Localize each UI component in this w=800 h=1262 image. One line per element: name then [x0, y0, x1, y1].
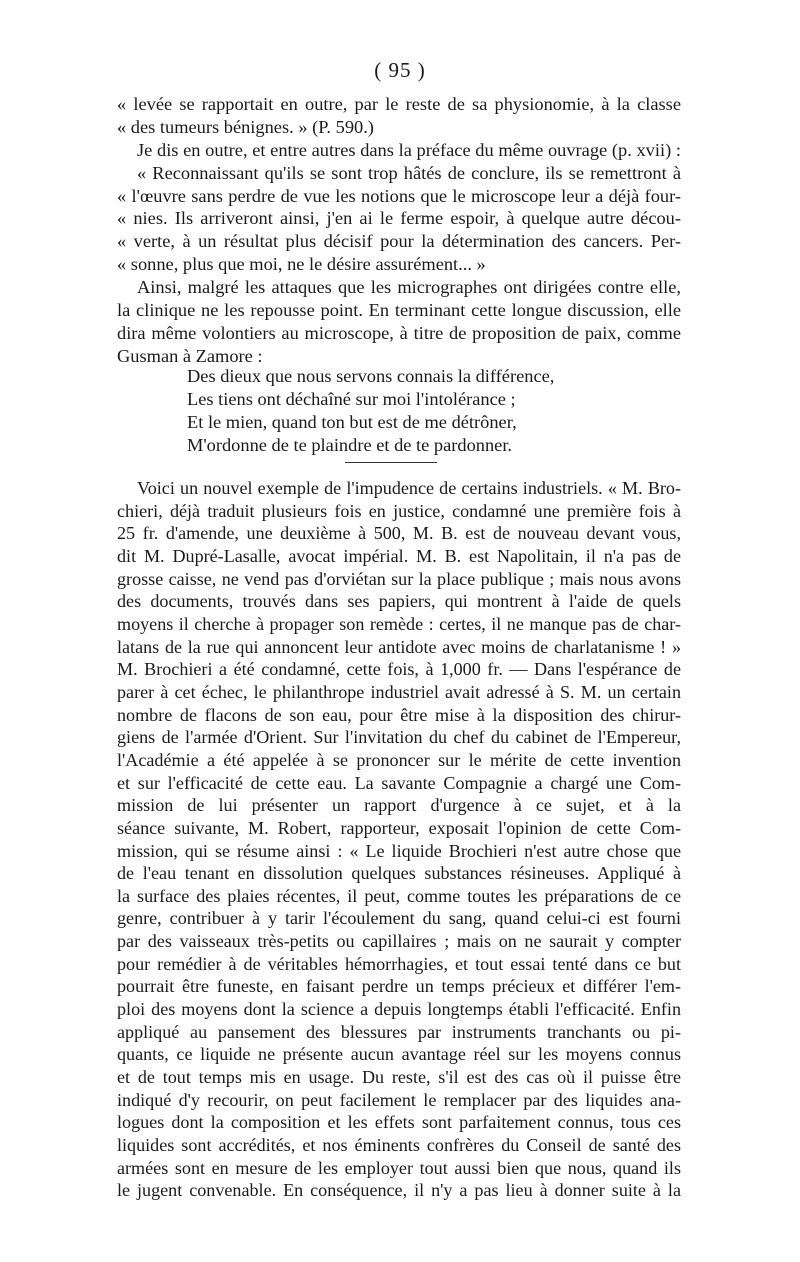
text-line: par des vaisseaux très-petits ou capillaires ; mais on ne saurait y compter: [117, 931, 681, 952]
text-line: dira même volontiers au microscope, à titre de proposition de paix, comme: [117, 322, 681, 343]
text-line: « nies. Ils arriveront ainsi, j'en ai le ferme espoir, à quelque autre décou-: [117, 208, 681, 229]
text-line: l'Académie a été appelée à se prononcer sur le mérite de cette invention: [117, 749, 681, 770]
text-line: M. Brochieri a été condamné, cette fois, à 1,000 fr. — Dans l'espérance de: [117, 659, 681, 680]
text-line: mission, qui se résume ainsi : « Le liquide Brochieri n'est autre chose que: [117, 840, 681, 861]
text-line: latans de la rue qui annoncent leur antidote avec moins de charlatanisme ! »: [117, 636, 681, 657]
text-line: « verte, à un résultat plus décisif pour la détermination des cancers. Per-: [117, 231, 681, 252]
text-line: la clinique ne les repousse point. En terminant cette longue discussion, elle: [117, 300, 681, 321]
verse-line: Et le mien, quand ton but est de me détrôner,: [187, 411, 517, 432]
text-line: dit M. Dupré-Lasalle, avocat impérial. M. B. est Napolitain, il n'a pas de: [117, 545, 681, 566]
verse-line: Les tiens ont déchaîné sur moi l'intolérance ;: [187, 388, 516, 409]
text-line: « levée se rapportait en outre, par le reste de sa physionomie, à la classe: [117, 94, 681, 114]
text-line: « Reconnaissant qu'ils se sont trop hâtés de conclure, ils se remettront à: [137, 162, 681, 183]
text-line: Ainsi, malgré les attaques que les micrographes ont dirigées contre elle,: [137, 277, 681, 298]
verse-quotation: [187, 365, 607, 457]
text-line: quants, ce liquide ne présente aucun avantage réel sur les moyens connus: [117, 1044, 681, 1065]
verse-line: Des dieux que nous servons connais la différence,: [187, 366, 555, 386]
text-line: séance suivante, M. Robert, rapporteur, exposait l'opinion de cette Com-: [117, 817, 681, 838]
text-line: giens de l'armée d'Orient. Sur l'invitation du chef du cabinet de l'Empereur,: [117, 727, 681, 748]
verse-line: M'ordonne de te plaindre et de te pardonner.: [187, 434, 513, 455]
text-line: Gusman à Zamore :: [117, 345, 263, 366]
text-line: de l'eau tenant en dissolution quelques substances résineuses. Appliqué à: [117, 863, 681, 884]
text-line: ploi des moyens dont la science a depuis longtemps établi l'efficacité. Enfin: [117, 999, 681, 1020]
text-line: grosse caisse, ne vend pas d'orviétan sur la place publique ; mais nous avons: [117, 568, 681, 589]
text-line: appliqué au pansement des blessures par instruments tranchants ou pi-: [117, 1021, 681, 1042]
text-line: parer à cet échec, le philanthrope industriel avait adressé à S. M. un certain: [117, 681, 681, 702]
text-line: mission de lui présenter un rapport d'urgence à ce sujet, et à la: [117, 795, 681, 816]
page-number: ( 95 ): [374, 58, 426, 82]
text-line: Voici un nouvel exemple de l'impudence de certains industriels. « M. Bro-: [137, 478, 681, 498]
text-line: et sur l'efficacité de cette eau. La savante Compagnie a chargé une Com-: [117, 772, 681, 793]
text-line: logues dont la composition et les effets sont parfaitement connus, tous ces: [117, 1112, 681, 1133]
text-line: armées sont en mesure de les employer tout aussi bien que nous, quand ils: [117, 1157, 681, 1178]
text-line: pourrait être funeste, en faisant perdre un temps précieux et différer l'em-: [117, 976, 681, 997]
brochieri-paragraph: [117, 477, 681, 1202]
text-line: nombre de flacons de son eau, pour être mise à la disposition des chirur-: [117, 704, 681, 725]
text-line: 25 fr. d'amende, une deuxième à 500, M. B. est de nouveau devant vous,: [117, 523, 681, 544]
text-line: « des tumeurs bénignes. » (P. 590.): [117, 116, 374, 137]
text-line: Je dis en outre, et entre autres dans la préface du même ouvrage (p. xvii) :: [137, 139, 681, 160]
text-line: le jugent convenable. En conséquence, il n'y a pas lieu à donner suite à la: [117, 1180, 681, 1201]
text-line: « l'œuvre sans perdre de vue les notions que le microscope leur a déjà four-: [117, 185, 681, 206]
text-line: genre, contribuer à y tarir l'écoulement du sang, quand celui-ci est fourni: [117, 908, 681, 929]
text-line: liquides sont accrédités, et nos éminents confrères du Conseil de santé des: [117, 1135, 681, 1156]
text-line: chieri, déjà traduit plusieurs fois en justice, condamné une première fois à: [117, 500, 681, 521]
text-line: la surface des plaies récentes, il peut, comme toutes les préparations de ce: [117, 885, 681, 906]
section-divider: [345, 462, 437, 463]
text-line: indiqué d'y recourir, on peut facilement le remplacer par des liquides ana-: [117, 1089, 681, 1110]
text-line: et de tout temps mis en usage. Du reste, s'il est des cas où il puisse être: [117, 1067, 681, 1088]
text-line: moyens il cherche à propager son remède : certes, il ne manque pas de char-: [117, 613, 681, 634]
text-line: des documents, trouvés dans ses papiers, qui montrent à l'aide de quels: [117, 591, 681, 612]
text-line: « sonne, plus que moi, ne le désire assurément... »: [117, 254, 486, 275]
quoted-passage: [117, 93, 681, 368]
text-line: pour remédier à de véritables hémorrhagies, et tout essai tenté dans ce but: [117, 953, 681, 974]
